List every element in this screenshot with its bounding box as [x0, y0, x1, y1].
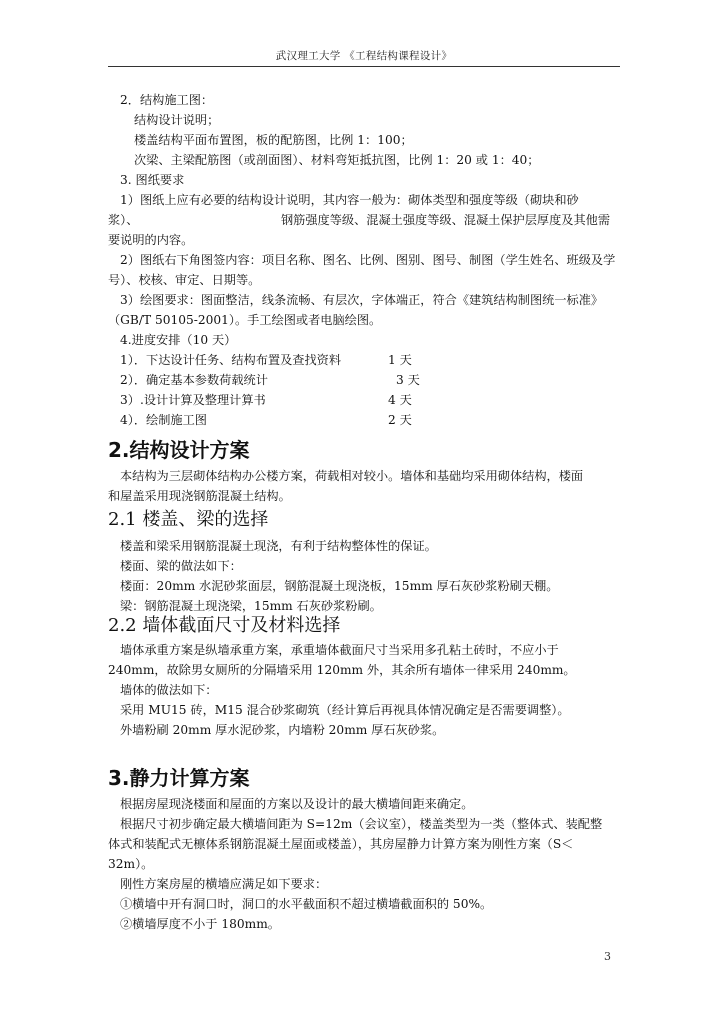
section-2-1-para4: 梁：钢筋混凝土现浇梁，15mm 石灰砂浆粉刷。 — [120, 599, 382, 613]
requirements-r2-line2: 号）、校核、审定、日期等。 — [108, 273, 261, 287]
section-2-1-para2: 楼面、梁的做法如下： — [120, 559, 242, 573]
section-2-1-title: 2.1 楼盖、梁的选择 — [108, 509, 269, 530]
schedule-item-days: 1 天 — [388, 353, 412, 367]
section-3-title: 3.静力计算方案 — [108, 766, 250, 790]
section-3-para1: 根据房屋现浇楼面和屋面的方案以及设计的最大横墙间距来确定。 — [120, 797, 474, 811]
section-2-2-title: 2.2 墙体截面尺寸及材料选择 — [108, 615, 341, 636]
section-3-para4: ①横墙中开有洞口时，洞口的水平截面积不超过横墙截面积的 50%。 — [120, 897, 493, 911]
section-2-2-para1-line1: 墙体承重方案是纵墙承重方案，承重墙体截面尺寸当采用多孔粘土砖时，不应小于 — [120, 643, 559, 657]
requirements-heading: 3. 图纸要求 — [120, 173, 185, 187]
schedule-item-label: 3）.设计计算及整理计算书 — [120, 393, 266, 407]
requirements-r1-line1: 1）图纸上应有必要的结构设计说明，其内容一般为：砌体类型和强度等级（砌块和砂 — [120, 193, 579, 207]
requirements-r1-line2-right: 钢筋强度等级、混凝土强度等级、混凝土保护层厚度及其他需 — [281, 213, 611, 227]
section-3-para2-line3: 32m）。 — [108, 857, 154, 871]
section-2-para-line2: 和屋盖采用现浇钢筋混凝土结构。 — [108, 489, 291, 503]
requirements-r3-line2: （GB/T 50105-2001）。手工绘图或者电脑绘图。 — [108, 313, 382, 327]
page-header: 武汉理工大学 《工程结构课程设计》 — [275, 50, 453, 62]
schedule-item-label: 1）．下达设计任务、结构布置及查找资料 — [120, 353, 342, 367]
schedule-item-label: 2）．确定基本参数荷载统计 — [120, 373, 268, 387]
drawings-item-2: 2．结构施工图： — [120, 93, 214, 107]
section-2-2-para2: 墙体的做法如下： — [120, 683, 218, 697]
schedule-item-days: 3 天 — [396, 373, 420, 387]
requirements-r1-line2-left: 浆）、 — [108, 213, 139, 227]
requirements-r1-line3: 要说明的内容。 — [108, 233, 194, 247]
drawings-notes: 结构设计说明； — [134, 113, 220, 127]
section-3-para3: 刚性方案房屋的横墙应满足如下要求： — [120, 877, 328, 891]
drawings-floor-plan: 楼盖结构平面布置图，板的配筋图，比例 1：100； — [134, 133, 413, 147]
header-divider — [108, 66, 620, 67]
section-3-para2-line1: 根据尺寸初步确定最大横墙间距为 S=12m（会议室），楼盖类型为一类（整体式、装配整 — [120, 817, 603, 831]
section-2-2-para4: 外墙粉刷 20mm 厚水泥砂浆，内墙粉 20mm 厚石灰砂浆。 — [120, 723, 445, 737]
page-number: 3 — [604, 950, 611, 963]
schedule-item-days: 4 天 — [388, 393, 412, 407]
section-3-para2-line2: 体式和装配式无檩体系钢筋混凝土屋面或楼盖），其房屋静力计算方案为刚性方案（S＜ — [108, 837, 574, 851]
section-2-para-line1: 本结构为三层砌体结构办公楼方案，荷载相对较小。墙体和基础均采用砌体结构，楼面 — [120, 469, 584, 483]
section-2-2-para3: 采用 MU15 砖，M15 混合砂浆砌筑（经计算后再视具体情况确定是否需要调整）。 — [120, 703, 570, 717]
requirements-r3-line1: 3）绘图要求：图面整洁，线条流畅、有层次，字体端正，符合《建筑结构制图统一标准》 — [120, 293, 604, 307]
schedule-heading: 4.进度安排（10 天） — [120, 333, 237, 347]
section-2-1-para1: 楼盖和梁采用钢筋混凝土现浇，有利于结构整体性的保证。 — [120, 539, 437, 553]
schedule-item-days: 2 天 — [388, 413, 412, 427]
section-2-title: 2.结构设计方案 — [108, 438, 250, 462]
drawings-beam-rebar: 次梁、主梁配筋图（或剖面图）、材料弯矩抵抗图，比例 1：20 或 1：40； — [134, 153, 540, 167]
schedule-item-label: 4）．绘制施工图 — [120, 413, 207, 427]
section-2-1-para3: 楼面：20mm 水泥砂浆面层，钢筋混凝土现浇板，15mm 厚石灰砂浆粉刷天棚。 — [120, 579, 559, 593]
requirements-r2-line1: 2）图纸右下角图签内容：项目名称、图名、比例、图别、图号、制图（学生姓名、班级及学 — [120, 253, 616, 267]
section-2-2-para1-line2: 240mm，故除男女厕所的分隔墙采用 120mm 外，其余所有墙体一律采用 240mm。 — [108, 663, 576, 677]
section-3-para5: ②横墙厚度不小于 180mm。 — [120, 917, 280, 931]
